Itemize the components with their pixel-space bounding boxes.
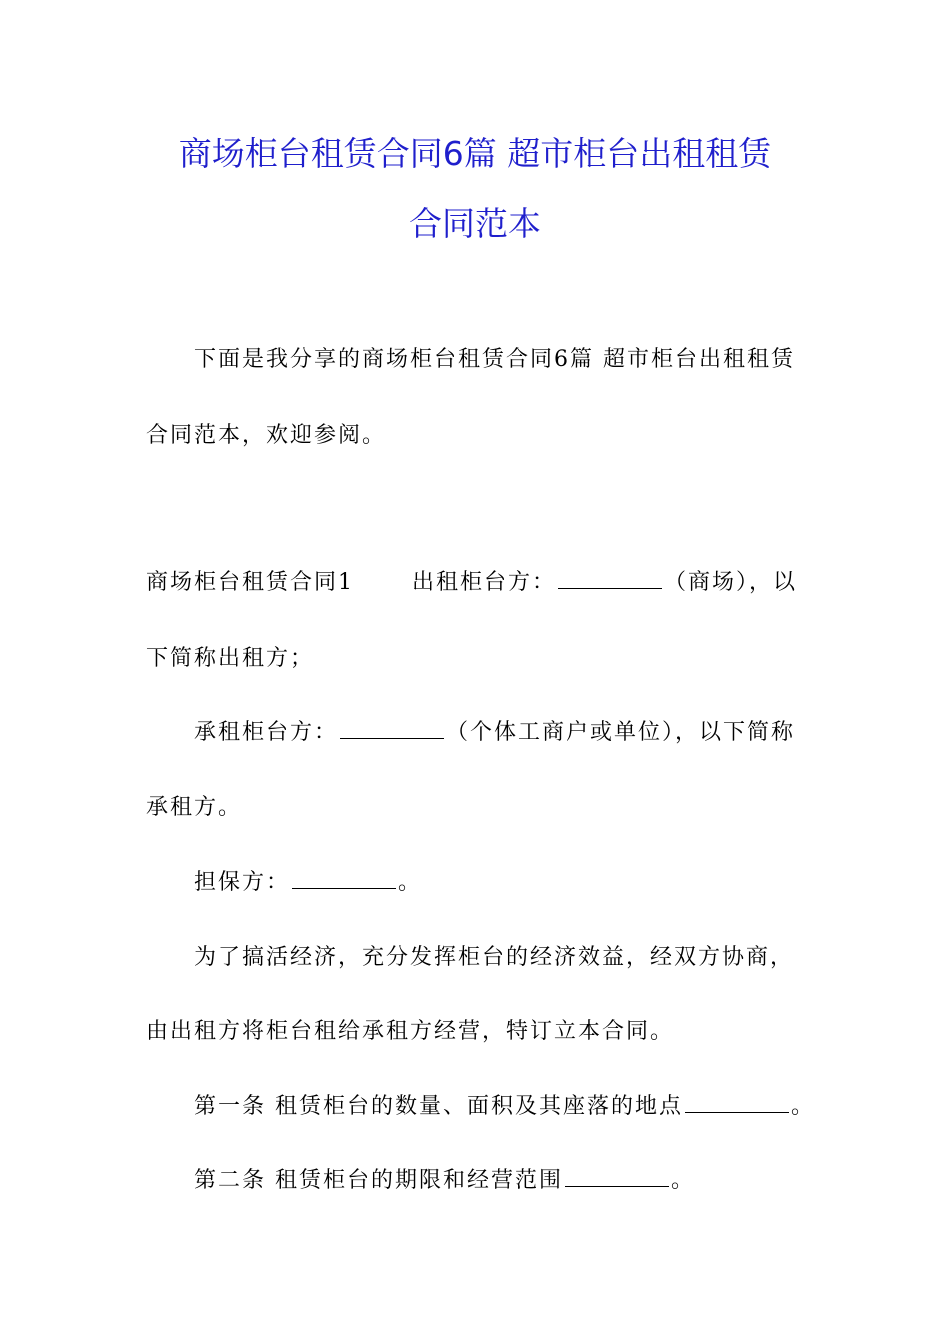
lessee-label: 承租柜台方： — [194, 720, 339, 745]
contract-heading: 商场柜台租赁合同1 — [146, 570, 354, 595]
lessor-blank — [558, 570, 662, 589]
document-title-line-2: 合同范本 — [409, 204, 541, 243]
article-2-text: 租赁柜台的期限和经营范围 — [275, 1168, 564, 1193]
article-2-suffix: 。 — [671, 1168, 696, 1193]
article-2-paragraph — [194, 1166, 806, 1196]
guarantor-blank — [292, 870, 396, 889]
article-2-blank — [565, 1168, 669, 1187]
article-1-label: 第一条 — [194, 1094, 267, 1119]
article-2-label: 第二条 — [194, 1168, 267, 1193]
intro-paragraph-line-2: 合同范本，欢迎参阅。 — [146, 423, 387, 448]
lessee-suffix: （个体工商户或单位），以下简称 — [446, 720, 796, 745]
document-title-line-1: 商场柜台租赁合同6篇 超市柜台出租租赁 — [178, 134, 772, 173]
guarantor-label: 担保方： — [194, 870, 291, 895]
lessor-paragraph-line-1 — [146, 568, 806, 598]
lessor-paragraph-line-2: 下简称出租方； — [146, 646, 315, 671]
lessee-blank — [340, 720, 444, 739]
article-1-suffix: 。 — [791, 1094, 816, 1119]
guarantor-suffix: 。 — [398, 870, 423, 895]
purpose-paragraph-line-2: 由出租方将柜台租给承租方经营，特订立本合同。 — [146, 1019, 675, 1044]
lessee-paragraph-line-1 — [194, 718, 806, 748]
lessor-suffix: （商场），以 — [664, 570, 798, 595]
article-1-text: 租赁柜台的数量、面积及其座落的地点 — [275, 1094, 684, 1119]
purpose-paragraph-line-1: 为了搞活经济，充分发挥柜台的经济效益，经双方协商， — [194, 945, 795, 970]
guarantor-paragraph — [194, 868, 806, 898]
article-1-blank — [685, 1094, 789, 1113]
intro-paragraph-line-1: 下面是我分享的商场柜台租赁合同6篇 超市柜台出租租赁 — [194, 347, 795, 372]
lessee-paragraph-line-2: 承租方。 — [146, 795, 243, 820]
lessor-label: 出租柜台方： — [412, 570, 557, 595]
article-1-paragraph — [194, 1092, 816, 1122]
